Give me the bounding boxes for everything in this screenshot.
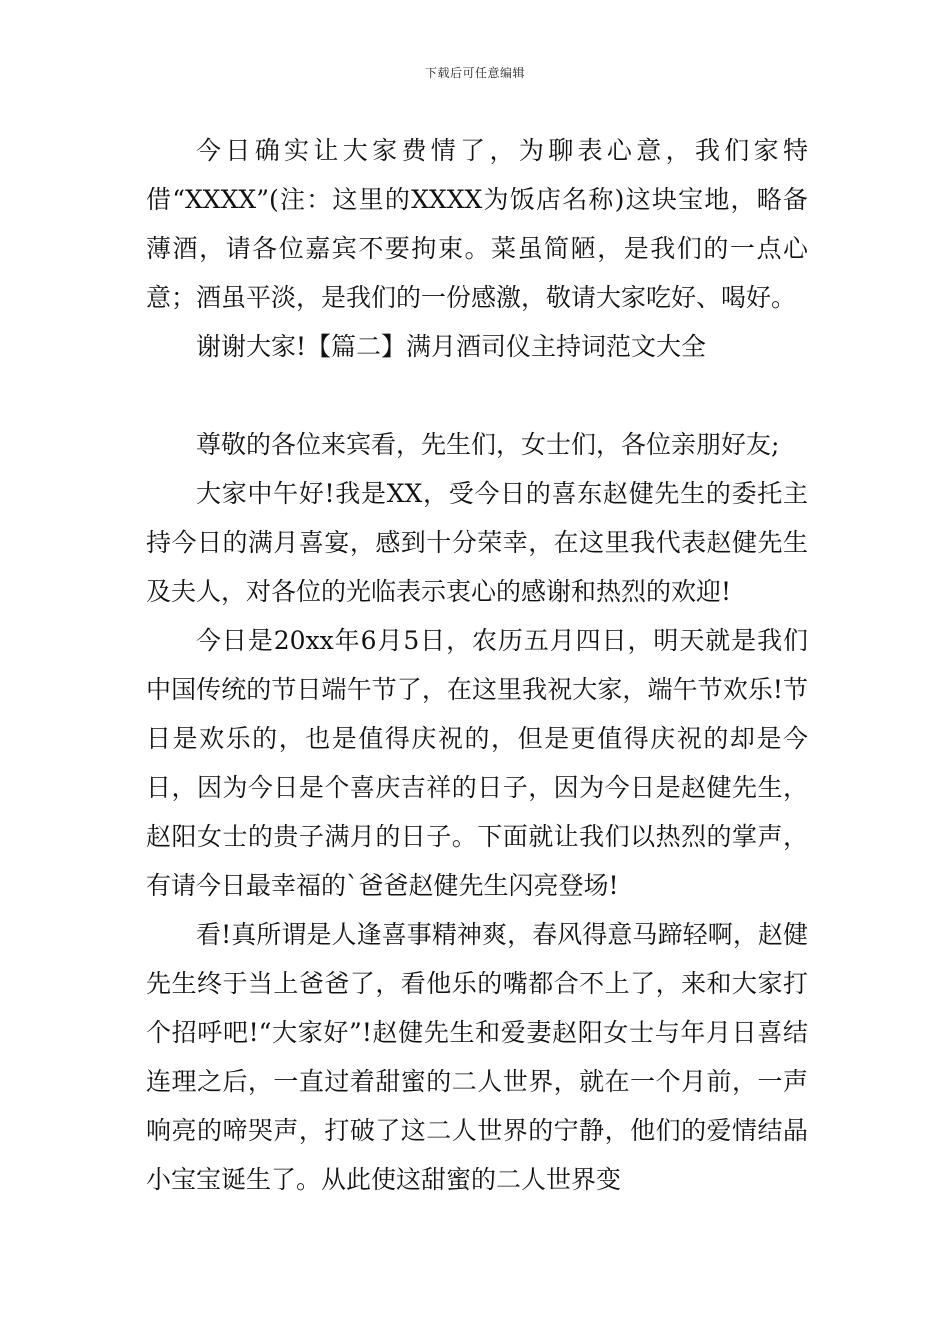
paragraph-section-two-title: 谢谢大家!【篇二】满月酒司仪主持词范文大全	[196, 332, 707, 361]
paragraph-thanks-hospitality: 今日确实让大家费情了，为聊表心意，我们家特借“XXXX”(注：这里的XXXX为饭店名称)这块宝地，略备薄酒，请各位嘉宾不要拘束。菜虽简陋，是我们的一点心意；酒虽平淡，是我们的一份感激，敬请大家吃好、喝好。	[146, 136, 808, 312]
paragraph-greeting: 尊敬的各位来宾看，先生们，女士们，各位亲朋好友;	[196, 430, 780, 459]
document-body	[146, 126, 808, 1204]
paragraph-host-introduction: 大家中午好!我是XX，受今日的喜东赵健先生的委托主持今日的满月喜宴，感到十分荣幸，在这里我代表赵健先生及夫人，对各位的光临表示衷心的感谢和热烈的欢迎!	[146, 479, 808, 606]
page-header: 下载后可任意编辑	[424, 66, 525, 80]
blank-line	[146, 371, 808, 420]
paragraph-father-introduction: 看!真所谓是人逢喜事精神爽，春风得意马蹄轻啊，赵健先生终于当上爸爸了，看他乐的嘴都合不上了，来和大家打个招呼吧!“大家好”!赵健先生和爱妻赵阳女士与年月日喜结连理之后，一直过着甜蜜的二人世界，就在一个月前，一声响亮的啼哭声，打破了这二人世界的宁静，他们的爱情结晶小宝宝诞生了。从此使这甜蜜的二人世界变	[146, 920, 808, 1194]
paragraph-date-celebration: 今日是20xx年6月5日，农历五月四日，明天就是我们中国传统的节日端午节了，在这里我祝大家，端午节欢乐!节日是欢乐的，也是值得庆祝的，但是更值得庆祝的却是今日，因为今日是个喜庆吉祥的日子，因为今日是赵健先生，赵阳女士的贵子满月的日子。下面就让我们以热烈的掌声，有请今日最幸福的`爸爸赵健先生闪亮登场!	[146, 626, 808, 900]
